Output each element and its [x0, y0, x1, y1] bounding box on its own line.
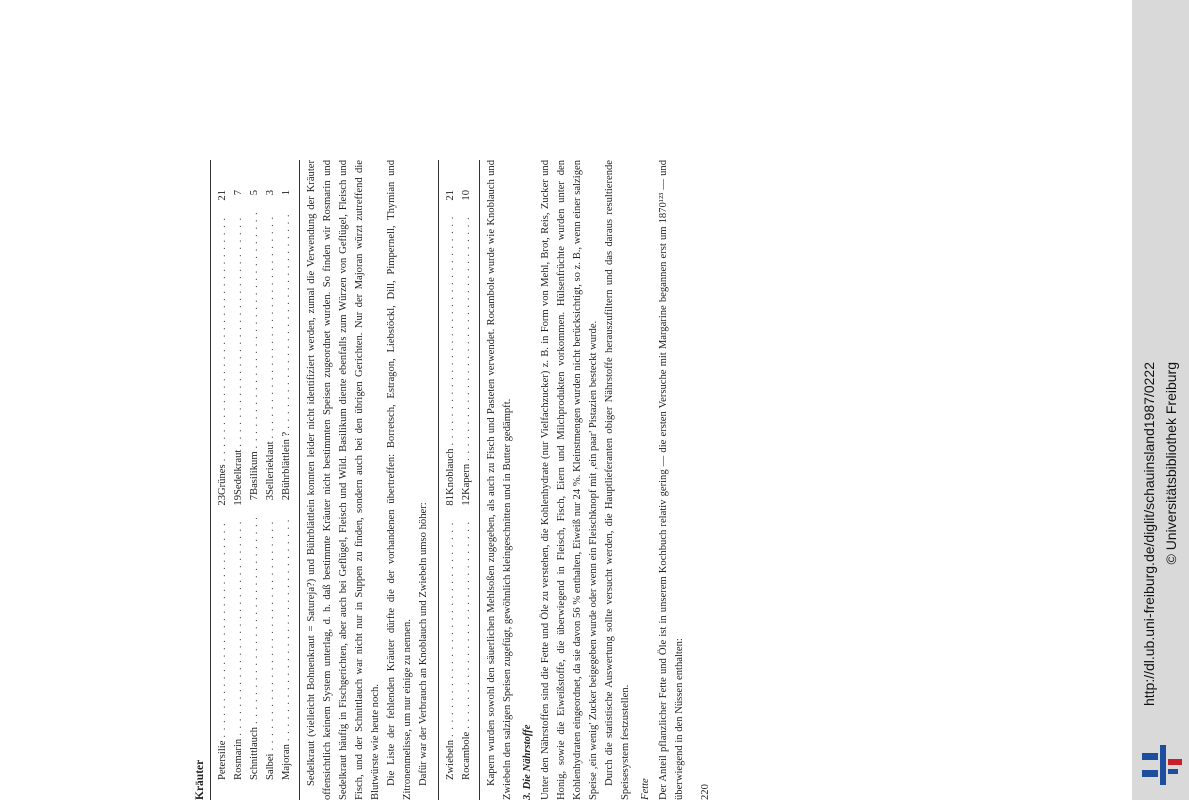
table-cell — [215, 190, 231, 495]
leader-dots — [247, 518, 263, 724]
item-name: Bührblättlein ? — [281, 431, 292, 495]
table-cell — [263, 190, 279, 495]
subsection-heading: Fette — [640, 778, 651, 800]
item-count: 12 — [461, 495, 472, 506]
rotated-page-content — [192, 160, 892, 800]
item-count: 7 — [249, 495, 260, 501]
divider — [210, 160, 211, 800]
table-cell — [231, 190, 247, 495]
item-count: 3 — [265, 495, 276, 501]
paragraph: Durch die statistische Auswertung sollte versucht werden, die Hauptlieferanten obiger Nährstoffe herauszufiltern und das daraus resultierende Speisesystem festzustellen. — [604, 160, 631, 800]
item-count: 19 — [233, 495, 244, 506]
logo-bar — [1142, 770, 1158, 777]
table-row — [231, 160, 247, 800]
divider — [438, 160, 439, 800]
item-count: 21 — [445, 190, 456, 201]
item-name: Knoblauch — [445, 448, 456, 495]
divider — [479, 160, 480, 800]
leader-dots — [459, 213, 475, 461]
paragraph: Der Anteil pflanzlicher Fette und Öle ist in unserem Kochbuch relativ gering — die ersten Versuche mit Margarine begannen erst um 1870¹²³ — und überwiegend in den Nüssen enthalten: — [658, 160, 685, 800]
leader-dots — [443, 518, 459, 737]
table-row — [215, 160, 231, 800]
item-name: Rosmarin — [233, 738, 244, 780]
item-count: 2 — [281, 495, 292, 501]
leader-dots — [231, 213, 247, 447]
page-number: 220 — [700, 784, 711, 800]
leader-dots — [279, 518, 295, 741]
table-cell — [263, 495, 279, 800]
table-cell — [279, 190, 295, 495]
table-cell — [459, 190, 475, 495]
onion-table — [443, 160, 475, 800]
item-name: Salbei — [265, 753, 276, 780]
item-count: 21 — [217, 190, 228, 201]
library-sidebar — [1132, 0, 1189, 800]
source-url-link[interactable]: http://dl.ub.uni-freiburg.de/diglit/schauinsland1987/0222 — [1141, 362, 1157, 707]
section-heading: 3. Die Nährstoffe — [522, 724, 533, 800]
copyright-notice: © Universitätsbibliothek Freiburg — [1163, 362, 1179, 565]
item-name: Schnittlauch — [249, 727, 260, 780]
item-count: 81 — [445, 495, 456, 506]
table-cell — [215, 495, 231, 800]
logo-bar — [1142, 753, 1158, 760]
section-title: Kräuter — [194, 759, 206, 800]
item-count: 5 — [249, 190, 260, 196]
table-cell — [247, 190, 263, 495]
logo-bar — [1160, 745, 1166, 785]
item-name: Majoran — [281, 744, 292, 780]
item-name: Rocambole — [461, 731, 472, 780]
item-name: Sedelkraut — [233, 449, 244, 495]
paragraph: Dafür war der Verbrauch an Knoblauch und Zwiebeln umso höher: — [418, 502, 429, 786]
table-row — [263, 160, 279, 800]
table-cell — [443, 190, 459, 495]
item-count: 1 — [281, 190, 292, 196]
table-cell — [459, 495, 475, 800]
table-cell — [279, 495, 295, 800]
table-cell — [247, 495, 263, 800]
table-cell — [231, 495, 247, 800]
leader-dots — [215, 213, 231, 461]
leader-dots — [231, 518, 247, 736]
paragraph: Unter den Nährstoffen sind die Fette und Öle zu verstehen, die Kohlenhydrate (nur Vielfachzucker) z. B. in Form von Mehl, Brot, Reis, Zucker und Honig, sowie die Eiweißstoffe, die überwiegend in Fleisch, Fisch, Eiern und Milchprodukten vorkommen. Hülsenfrüchte wurden unter den Kohlenhydraten eingeordnet, da sie davon 56 % enthalten, Eiweiß nur 24 %. Kleinstmengen wurden nicht berücksichtigt, so z. B., wenn einer salzigen Speise ‚ein wenig' Zucker beigegeben wurde oder wenn ein Fleischknopf mit ‚ein paar' Pistazien besteckt wurde. — [540, 160, 599, 800]
leader-dots — [247, 213, 263, 448]
item-name: Kapern — [461, 463, 472, 495]
table-row — [459, 160, 475, 800]
leader-dots — [459, 518, 475, 729]
divider — [299, 160, 300, 800]
ub-freiburg-logo-icon — [1140, 745, 1184, 785]
item-name: Grünes — [217, 464, 228, 495]
item-count: 23 — [217, 495, 228, 506]
logo-bar — [1168, 759, 1182, 765]
item-name: Petersilie — [217, 740, 228, 780]
table-row — [279, 160, 295, 800]
leader-dots — [443, 213, 459, 446]
table-row — [247, 160, 263, 800]
item-count: 3 — [265, 190, 276, 196]
item-count: 10 — [461, 190, 472, 201]
item-count: 7 — [233, 190, 244, 196]
table-row — [443, 160, 459, 800]
item-name: Zwiebeln — [445, 739, 456, 780]
item-name: Sellerieklaut — [265, 441, 276, 495]
leader-dots — [215, 518, 231, 738]
paragraph: Kapern wurden sowohl den säuerlichen Mehlsoßen zugegeben, als auch zu Fisch und Pasteten verwendet. Rocambole wurde wie Knoblauch und Zwiebeln den salzigen Speisen zugefügt, gewöhnlich kleingeschnitten und in Butter gedämpft. — [486, 160, 513, 800]
leader-dots — [279, 213, 295, 429]
leader-dots — [263, 213, 279, 438]
herb-table — [215, 160, 295, 800]
paragraph: Die Liste der fehlenden Kräuter dürfte die der vorhandenen übertreffen: Borretsch, Estragon, Liebstöckl, Dill, Pimpernell, Thymian und Zitronenmelisse, um nur einige zu nennen. — [386, 160, 413, 800]
table-cell — [443, 495, 459, 800]
logo-bar — [1168, 769, 1178, 774]
paragraph: Sedelkraut (vielleicht Bohnenkraut = Satureja?) und Bührblättlein konnten leider nicht identifiziert werden, zumal die Verwendung der Kräuter offensichtlich keinem System unterlag, d. h. daß bestimmte Kräuter nicht bestimmten Speisen zugeordnet wurden. So finden wir Rosmarin und Sedelkraut häufig in Fischgerichten, aber auch bei Geflügel, Fleisch und Wild. Basilikum diente ebenfalls zum Würzen von Geflügel, Fleisch und Fisch, und der Schnittlauch war nicht nur in Suppen zu finden, sondern auch bei den übrigen Gerichten. Nur der Majoran würzt zutreffend die Blutwürste wie heute noch. — [306, 160, 381, 800]
item-name: Basilikum — [249, 451, 260, 495]
leader-dots — [263, 518, 279, 751]
